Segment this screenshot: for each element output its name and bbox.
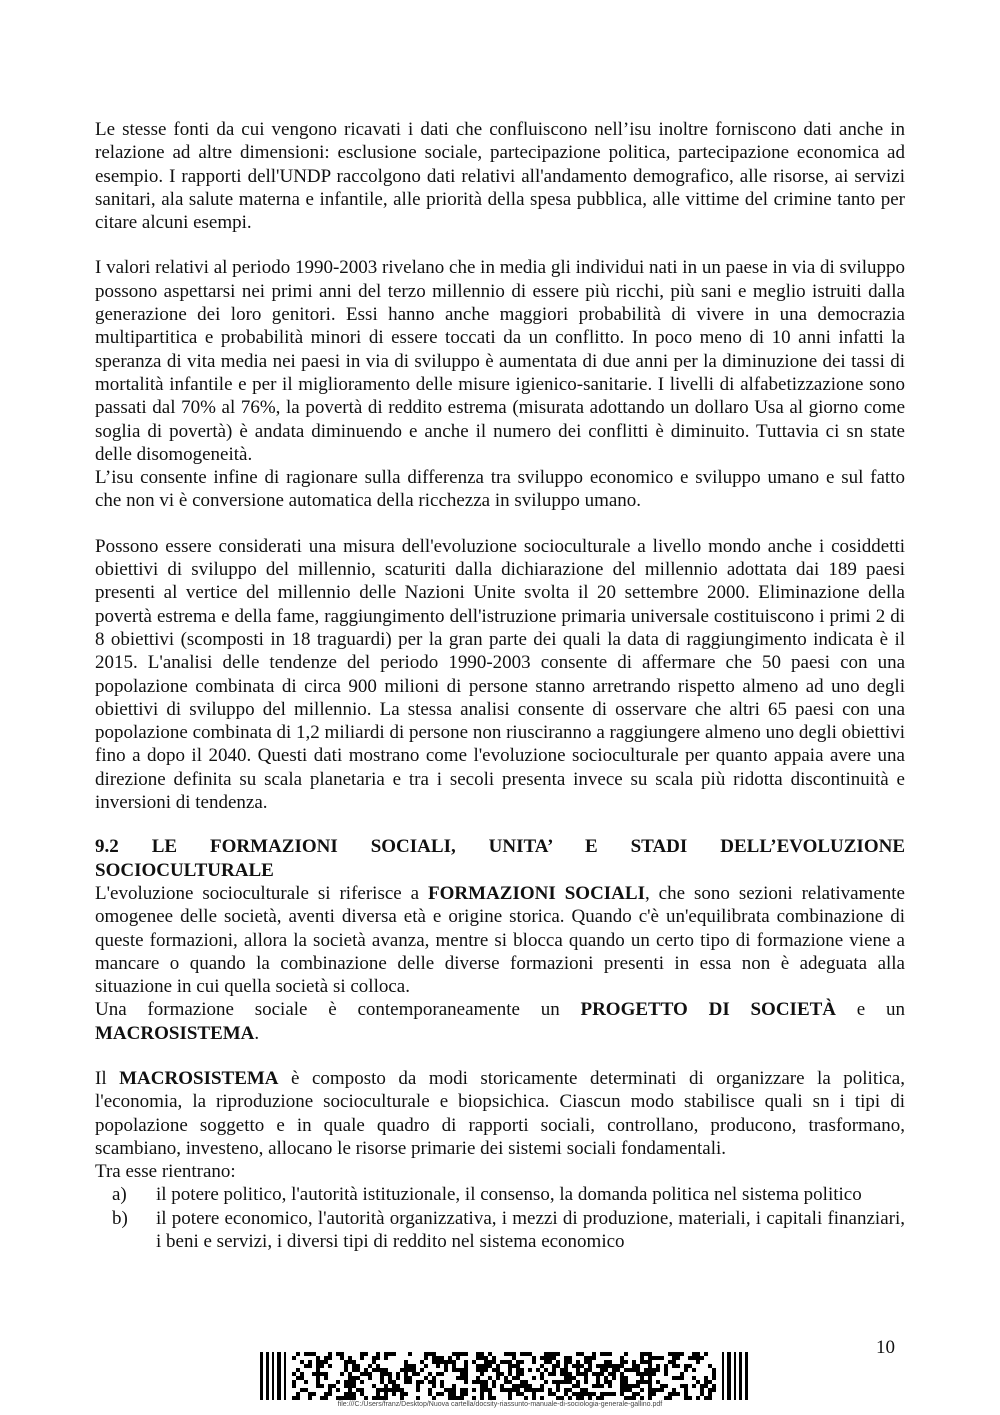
list (95, 1183, 905, 1253)
paragraph: Il MACROSISTEMA è composto da modi storicamente determinati di organizzare la politica, l'economia, la riproduzione socioculturale e biopsichica. Ciascun modo stabilisce quali sn i tipi di popolazione soggetto e in quale quadro di rapporti sociali, controllano, producono, trasformano, scambiano, investeno, allocano le risorse primarie dei sistemi sociali fondamentali. (95, 1067, 905, 1159)
section-heading-continued: SOCIOCULTURALE (95, 859, 274, 881)
list-item: a) il potere politico, l'autorità istituzionale, il consenso, la domanda politica nel sistema politico (112, 1184, 862, 1206)
paragraph: Tra esse rientrano: (95, 1161, 236, 1183)
paragraph: Una formazione sociale è contemporaneamente un PROGETTO DI SOCIETÀ e un MACROSISTEMA. (95, 999, 906, 1044)
paragraph: Possono essere considerati una misura dell'evoluzione socioculturale a livello mondo anche i cosiddetti obiettivi di sviluppo del millennio, scaturiti dalla dichiarazione del millennio adottata dai 189 paesi presenti al vertice del millennio delle Nazioni Unite svolta il 20 settembre 2000. Eliminazione della povertà estrema e della fame, raggiungimento dell'istruzione primaria universale costituiscono i primi 2 di 8 obiettivi (scomposti in 18 traguardi) per la gran parte dei quali la data di raggiungimento indicata è il 2015. L'analisi delle tendenze del periodo 1990-2003 consente di affermare che 50 paesi con una popolazione combinata di circa 900 milioni di persone stanno arretrando rispetto almeno ad uno degli obiettivi di sviluppo del millennio. La stessa analisi consente di osservare che altri 65 paesi con una popolazione combinata di 1,2 miliardi di persone non riusciranno a raggiungere almeno uno degli obiettivi fino a dopo il 2040. Questi dati mostrano come l'evoluzione socioculturale per quanto appaia avere una direzione definita su scala planetaria e tra i secoli presenta invece su scala più ridotta discontinuità e inversioni di tendenza. (95, 535, 905, 814)
list-marker: a) (112, 1184, 127, 1206)
file-path: file:///C:/Users/franz/Desktop/Nuova cartella/docsity-riassunto-manuale-di-sociologia-generale-gallino.pdf (337, 1401, 663, 1408)
page-number: 10 (876, 1337, 895, 1358)
page-content (95, 118, 905, 1253)
bold-term: MACROSISTEMA (95, 1022, 255, 1044)
list-marker: b) (112, 1207, 128, 1229)
paragraph: Le stesse fonti da cui vengono ricavati i dati che confluiscono nell’isu inoltre forniscono dati anche in relazione ad altre dimensioni: esclusione sociale, partecipazione politica, partecipazione economica ad esempio. I rapporti dell'UNDP raccolgono dati relativi all'andamento demografico, alle risorse, ai servizi sanitari, ala salute materna e infantile, alle priorità della spesa pubblica, alle vittime del crimine tanto per citare alcuni esempi. (95, 119, 905, 234)
bold-term: PROGETTO DI SOCIETÀ (580, 999, 837, 1021)
barcode-icon (260, 1352, 748, 1400)
paragraph: I valori relativi al periodo 1990-2003 rivelano che in media gli individui nati in un paese in via di sviluppo possono aspettarsi nei primi anni del terzo millennio di essere più ricchi, più sani e meglio istruiti dalla generazione dei loro genitori. Essi hanno anche maggiori probabilità di vivere in una democrazia multipartitica e probabilità minori di essere toccati da un conflitto. In poco meno di 10 anni infatti la speranza di vita media nei paesi in via di sviluppo è aumentata di due anni per la diminuzione dei tassi di mortalità infantile e per il miglioramento delle misure igienico-sanitarie. I livelli di alfabetizzazione sono passati dal 70% al 76%, la povertà di reddito estrema (misurata adottando un dollaro Usa al giorno come soglia di povertà) è andata diminuendo e anche il numero dei conflitti è diminuito. Tuttavia ci sn state delle disomogeneità. (95, 257, 905, 465)
list-item: b) il potere economico, l'autorità organizzativa, i mezzi di produzione, materiali, i capitali finanziari, i beni e servizi, i diversi tipi di reddito nel sistema economico (112, 1207, 905, 1253)
bold-term: FORMAZIONI SOCIALI (428, 882, 645, 904)
bold-term: MACROSISTEMA (119, 1067, 279, 1089)
section-heading: 9.2 LE FORMAZIONI SOCIALI, UNITA’ E STADI DELL’EVOLUZIONE (95, 836, 905, 858)
paragraph: L’isu consente infine di ragionare sulla differenza tra sviluppo economico e sviluppo umano e sul fatto che non vi è conversione automatica della ricchezza in sviluppo umano. (95, 467, 905, 512)
paragraph: L'evoluzione socioculturale si riferisce a FORMAZIONI SOCIALI, che sono sezioni relativamente omogenee delle società, aventi diversa età e origine storica. Quando c'è un'equilibrata combinazione di queste formazioni, allora la società avanza, mentre si blocca quando un certo tipo di formazione viene a mancare o quando la combinazione delle diverse formazioni presenti in essa non è adeguata alla situazione in cui quella società si colloca. (95, 882, 905, 998)
